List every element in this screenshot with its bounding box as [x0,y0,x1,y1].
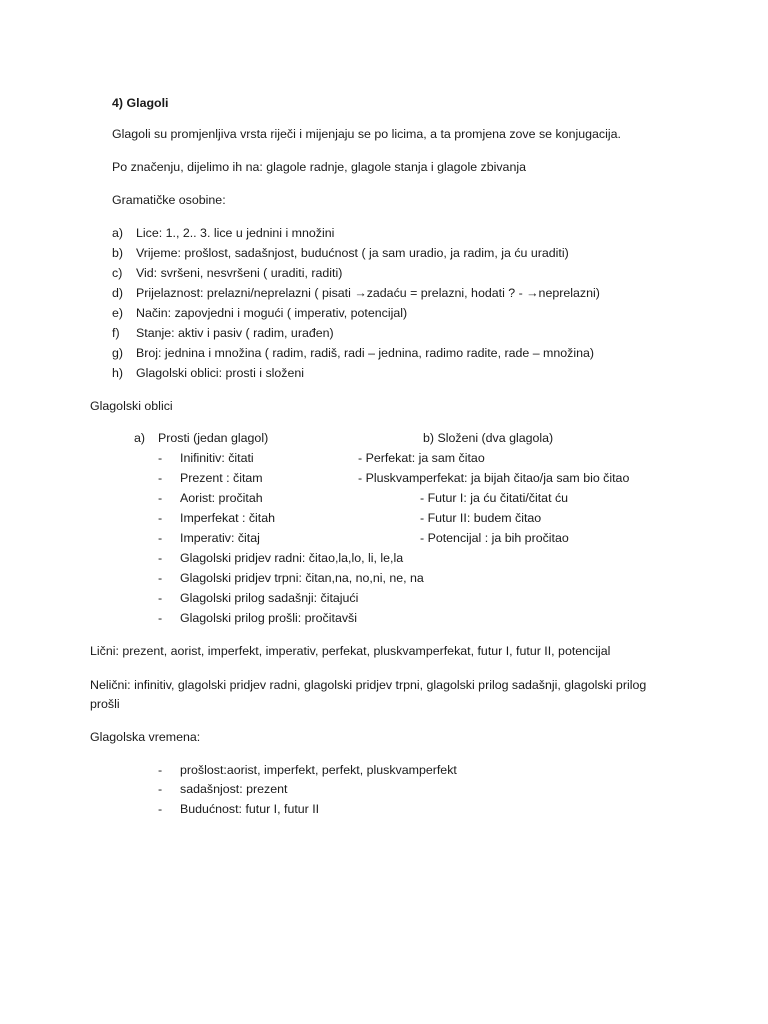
list-marker: a) [134,431,146,445]
list-item [158,781,287,797]
list-text: Glagolski pridjev trpni: čitan,na, no,ni, ne, na [180,571,424,585]
list-item: - Futur I: ja ću čitati/čitat ću [420,491,569,505]
list-item [158,470,263,486]
intro-paragraph: Glagoli su promjenljiva vrsta riječi i mijenjaju se po licima, a ta promjena zove se konjugacija. [112,127,621,141]
list-item: - Pluskvamperfekat: ja bijah čitao/ja sam bio čitao [358,471,630,485]
list-text: Broj: jednina i množina ( radim, radiš, radi – jednina, radimo radite, rade – množina) [136,346,594,360]
list-text: sadašnjost: prezent [180,782,288,796]
list-item [158,610,357,626]
list-item [112,365,304,381]
list-text: Glagolski pridjev radni: čitao,la,lo, li, le,la [180,551,404,565]
tenses-title: Glagolska vremena: [90,730,201,744]
list-item [158,550,403,566]
list-marker: f) [112,326,120,340]
dash: - [158,511,163,525]
list-text: Glagolski oblici: prosti i složeni [136,366,305,380]
list-marker: d) [112,286,124,300]
simple-forms-header [134,430,268,446]
forms-title: Glagolski oblici [90,399,173,413]
list-marker: h) [112,366,124,380]
dash: - [158,551,163,565]
compound-forms-title: b) Složeni (dva glagola) [423,431,554,445]
list-marker: a) [112,226,124,240]
impersonal-forms-line2: prošli [90,697,120,711]
list-text: Inifinitiv: čitati [180,451,254,465]
heading-title: Glagoli [126,96,169,110]
impersonal-forms-line1: Nelični: infinitiv, glagolski pridjev radni, glagolski pridjev trpni, glagolski prilog sadašnji, glagolski prilog [90,678,647,692]
list-text: Aorist: pročitah [180,491,263,505]
meaning-paragraph: Po značenju, dijelimo ih na: glagole radnje, glagole stanja i glagole zbivanja [112,160,526,174]
simple-forms-title: Prosti (jedan glagol) [158,431,269,445]
list-item [158,490,263,506]
list-text: Budućnost: futur I, futur II [180,802,320,816]
list-item [158,530,260,546]
list-item: - Potencijal : ja bih pročitao [420,531,569,545]
list-item [158,570,424,586]
list-marker: e) [112,306,124,320]
dash: - [158,763,163,777]
dash: - [158,531,163,545]
list-text: Prijelaznost: prelazni/neprelazni ( pisati →zadaću = prelazni, hodati ? - →neprelazni) [136,286,600,300]
list-text: Stanje: aktiv i pasiv ( radim, urađen) [136,326,334,340]
list-item [112,285,600,301]
grammar-title: Gramatičke osobine: [112,193,226,207]
dash: - [158,451,163,465]
dash: - [158,591,163,605]
list-marker: c) [112,266,123,280]
list-item [112,245,569,261]
personal-forms: Lični: prezent, aorist, imperfekt, imperativ, perfekat, pluskvamperfekat, futur I, futur II, potencijal [90,644,611,658]
list-item [112,305,407,321]
dash: - [158,611,163,625]
list-text: prošlost:aorist, imperfekt, perfekt, pluskvamperfekt [180,763,457,777]
dash: - [158,571,163,585]
list-text: Glagolski prilog prošli: pročitavši [180,611,357,625]
list-marker: g) [112,346,124,360]
list-text: Vrijeme: prošlost, sadašnjost, budućnost ( ja sam uradio, ja radim, ja ću uraditi) [136,246,569,260]
list-text: Način: zapovjedni i mogući ( imperativ, potencijal) [136,306,408,320]
dash: - [158,782,163,796]
list-text: Imperativ: čitaj [180,531,260,545]
list-item: - Futur II: budem čitao [420,511,542,525]
list-item [158,510,275,526]
list-item [112,345,594,361]
list-item [112,265,342,281]
dash: - [158,802,163,816]
list-text: Imperfekat : čitah [180,511,276,525]
list-marker: b) [112,246,124,260]
dash: - [158,471,163,485]
list-text: Vid: svršeni, nesvršeni ( uraditi, raditi) [136,266,343,280]
list-item [112,325,334,341]
list-item [158,801,319,817]
list-item [158,590,358,606]
list-item [112,225,334,241]
list-text: Prezent : čitam [180,471,263,485]
list-item [158,762,457,778]
section-heading [112,95,168,111]
list-text: Glagolski prilog sadašnji: čitajući [180,591,359,605]
heading-number: 4) [112,96,124,110]
list-item [158,450,254,466]
dash: - [158,491,163,505]
list-item: - Perfekat: ja sam čitao [358,451,485,465]
list-text: Lice: 1., 2.. 3. lice u jednini i množini [136,226,335,240]
